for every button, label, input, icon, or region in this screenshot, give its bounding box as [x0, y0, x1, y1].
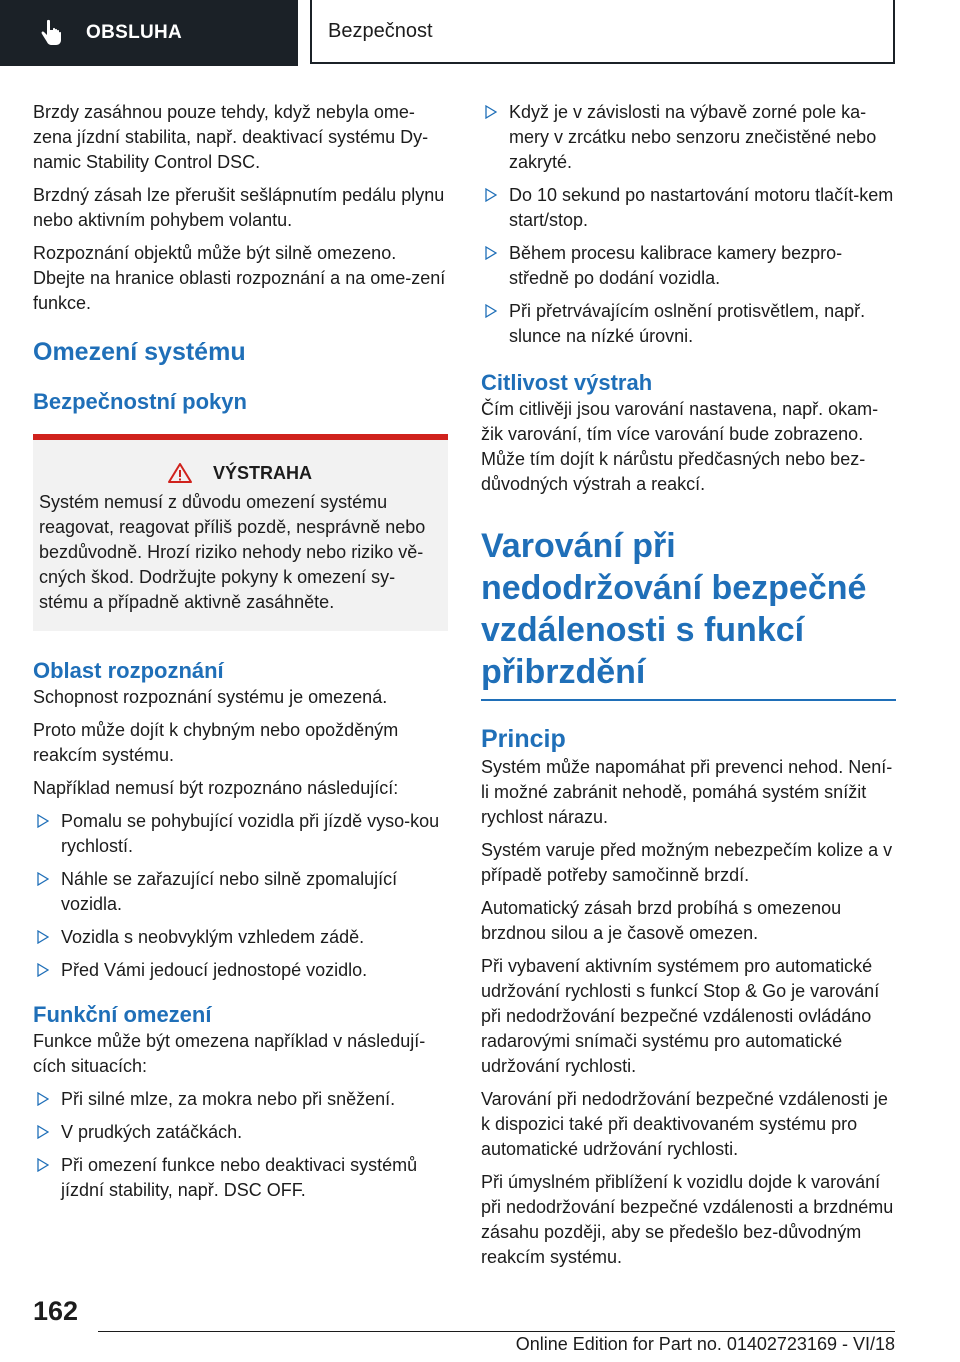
triangle-bullet-icon [485, 246, 497, 260]
heading-citlivost-vystrah: Citlivost výstrah [481, 370, 653, 395]
list-item: Náhle se zařazující nebo silně zpomalující vozidla. [33, 867, 448, 917]
paragraph: Čím citlivěji jsou varování nastavena, např. okam‐žik varování, tím více varování bude zobrazeno. Může tím dojít k nárůstu předčasných nebo bez‐důvodných výstrah a reakcí. [481, 399, 879, 494]
warning-text: Systém nemusí z důvodu omezení systému reagovat, reagovat příliš pozdě, nesprávně nebo bezdůvodně. Hrozí riziko nehody nebo riziko vě‐cných škod. Dodržujte pokyny k omezení sy‐stému a případně aktivně zasáhněte. [39, 492, 426, 612]
hand-pointer-icon [36, 18, 66, 48]
triangle-bullet-icon [485, 105, 497, 119]
list-item: Při omezení funkce nebo deaktivaci systémů jízdní stability, např. DSC OFF. [33, 1153, 448, 1203]
page-number: 162 [33, 1296, 79, 1326]
paragraph: Proto může dojít k chybným nebo opožděným reakcím systému. [33, 720, 399, 765]
warning-triangle-icon [167, 462, 193, 484]
list-item: Vozidla s neobvyklým vzhledem zádě. [33, 925, 448, 950]
list-item: Při silné mlze, za mokra nebo při sněžení. [33, 1087, 448, 1112]
paragraph: Při úmyslném přiblížení k vozidlu dojde k varování při nedodržování bezpečné vzdálenosti a brzdnému zásahu později, aby se předešlo bez‐důvodným reakcím systému. [481, 1172, 894, 1267]
page-header [0, 0, 960, 68]
warning-title-row [39, 462, 440, 484]
triangle-bullet-icon [37, 963, 49, 977]
paragraph: Varování při nedodržování bezpečné vzdálenosti je k dispozici také při deaktivovaném systému pro automatické udržování rychlosti. [481, 1089, 888, 1159]
warning-title: VÝSTRAHA [212, 462, 312, 483]
triangle-bullet-icon [37, 1158, 49, 1172]
triangle-bullet-icon [37, 814, 49, 828]
section-tab [0, 0, 298, 66]
list-item: V prudkých zatáčkách. [33, 1120, 448, 1145]
list-detection-limits [33, 809, 448, 983]
heading-omezeni: Omezení systému [33, 338, 246, 366]
list-camera-limits [481, 100, 896, 349]
triangle-bullet-icon [37, 872, 49, 886]
paragraph: Funkce může být omezena například v následují‐cích situacích: [33, 1031, 426, 1076]
paragraph: Systém může napomáhat při prevenci nehod. Není-li možné zabránit nehodě, pomáhá systém snížit rychlost nárazu. [481, 757, 893, 827]
paragraph: Brzdy zasáhnou pouze tehdy, když nebyla ome‐zena jízdní stabilita, např. deaktivací systému Dy‐namic Stability Control DSC. [33, 102, 429, 172]
footer-divider [98, 1331, 895, 1332]
heading-princip: Princip [481, 725, 566, 753]
paragraph: Brzdný zásah lze přerušit sešlápnutím pedálu plynu nebo aktivním pohybem volantu. [33, 185, 445, 230]
edition-text: Online Edition for Part no. 01402723169 - VI/18 [515, 1334, 895, 1354]
warning-box [33, 434, 448, 631]
paragraph: Schopnost rozpoznání systému je omezená. [33, 687, 388, 707]
triangle-bullet-icon [37, 1125, 49, 1139]
paragraph: Při vybavení aktivním systémem pro automatické udržování rychlosti s funkcí Stop & Go je varování při nedodržování bezpečné vzdálenosti ovládáno radarovými snímači systému pro automatické udržování rychlosti. [481, 956, 880, 1076]
page-tab [310, 0, 895, 64]
left-column [33, 100, 448, 1211]
triangle-bullet-icon [37, 930, 49, 944]
heading-bezpecnostni-pokyn: Bezpečnostní pokyn [33, 389, 247, 414]
right-column [481, 100, 896, 1278]
list-item: Pomalu se pohybující vozidla při jízdě vyso‐kou rychlostí. [33, 809, 448, 859]
paragraph: Systém varuje před možným nebezpečím kolize a v případě potřeby samočinně brzdí. [481, 840, 893, 885]
page-label: Bezpečnost [328, 19, 433, 42]
triangle-bullet-icon [485, 304, 497, 318]
triangle-bullet-icon [485, 188, 497, 202]
list-item: Do 10 sekund po nastartování motoru tlačít‐kem start/stop. [481, 183, 896, 233]
paragraph: Rozpoznání objektů může být silně omezeno. Dbejte na hranice oblasti rozpoznání a na ome‐zení funkce. [33, 243, 446, 313]
list-item: Před Vámi jedoucí jednostopé vozidlo. [33, 958, 448, 983]
list-item: Při přetrvávajícím oslnění protisvětlem, např. slunce na nízké úrovni. [481, 299, 896, 349]
list-function-limits [33, 1087, 448, 1203]
list-item: Během procesu kalibrace kamery bezpro‐středně po dodání vozidla. [481, 241, 896, 291]
chapter-heading: Varování při nedodržování bezpečné vzdálenosti s funkcí přibrzdění [481, 525, 896, 701]
triangle-bullet-icon [37, 1092, 49, 1106]
paragraph: Například nemusí být rozpoznáno následující: [33, 778, 399, 798]
list-item: Když je v závislosti na výbavě zorné pole ka‐mery v zrcátku nebo senzoru znečistěné nebo zakryté. [481, 100, 896, 175]
paragraph: Automatický zásah brzd probíhá s omezenou brzdnou silou a je časově omezen. [481, 898, 842, 943]
heading-oblast-rozpoznani: Oblast rozpoznání [33, 658, 224, 683]
heading-funkcni-omezeni: Funkční omezení [33, 1002, 212, 1027]
section-label: OBSLUHA [86, 22, 183, 43]
